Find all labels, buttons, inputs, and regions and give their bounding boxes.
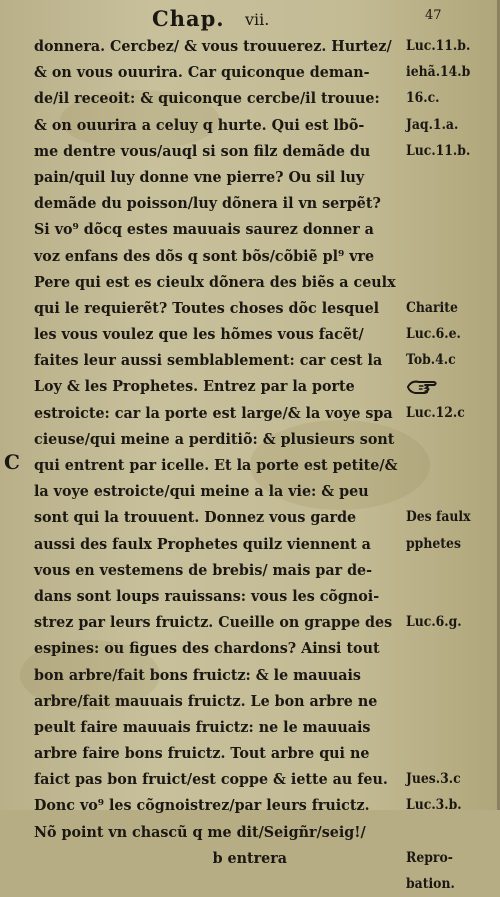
header-title: Chap.: [152, 6, 225, 31]
text-line: faites leur aussi semblablement: car cest la: [34, 351, 383, 370]
margin-note: [406, 216, 491, 242]
text-line: peult faire mauuais fruictz: ne le mauuais: [34, 717, 371, 736]
margin-note: 16.c.: [406, 90, 440, 107]
text-line: demãde du poisson/luy dõnera il vn serpẽt?: [34, 194, 381, 213]
margin-note: Luc.6.e.: [406, 326, 461, 343]
text-line: dans sont loups rauissans: vous les cõgnoi-: [34, 586, 380, 605]
margin-note: iehã.14.b: [406, 64, 471, 81]
margin-note: [406, 243, 491, 269]
text-line: pain/quil luy donne vne pierre? Ou sil luy: [34, 167, 365, 186]
margin-note: [406, 557, 491, 583]
margin-note: [406, 478, 491, 504]
text-line: voz enfans des dõs q sont bõs/cõbiẽ pl⁹ vre: [34, 246, 375, 265]
catchword-line: b entrera: [212, 848, 287, 867]
folio-number: 47: [425, 8, 442, 23]
margin-note: [406, 583, 491, 609]
text-line: Pere qui est es cieulx dõnera des biẽs a ceulx: [34, 272, 396, 291]
text-line: les vous voulez que les hõmes vous facẽt/: [34, 325, 364, 344]
margin-note: Jaq.1.a.: [406, 116, 459, 133]
margin-note: [406, 452, 491, 478]
text-line: vous en vestemens de brebis/ mais par de-: [34, 560, 373, 579]
text-line: faict pas bon fruict/est coppe & iette au feu.: [34, 770, 388, 789]
left-margin-mark: C: [4, 450, 20, 474]
margin-note: [406, 164, 491, 190]
margin-note: pphetes: [406, 535, 461, 552]
text-line: estroicte: car la porte est large/& la voye spa: [34, 403, 393, 422]
running-header: [0, 4, 500, 34]
margin-note: [406, 635, 491, 661]
margin-note: [406, 426, 491, 452]
text-line: arbre faire bons fruictz. Tout arbre qui ne: [34, 744, 370, 763]
text-line: de/il receoit: & quiconque cercbe/il trouue:: [34, 89, 380, 108]
text-line: & on vous ouurira. Car quiconque deman-: [34, 63, 370, 82]
margin-note: [406, 190, 491, 216]
margin-note: [406, 714, 491, 740]
text-line: cieuse/qui meine a perditiõ: & plusieurs sont: [34, 429, 395, 448]
margin-note: bation.: [406, 876, 455, 892]
header-chapter-number: vii.: [245, 10, 270, 29]
text-line: strez par leurs fruictz. Cueille on grappe des: [34, 613, 393, 632]
text-line: aussi des faulx Prophetes quilz viennent a: [34, 534, 371, 553]
text-line: arbre/fait mauuais fruictz. Le bon arbre ne: [34, 691, 378, 710]
text-line: qui le requierẽt? Toutes choses dõc lesquel: [34, 298, 380, 317]
text-line: Loy & les Prophetes. Entrez par la porte: [34, 377, 355, 396]
text-line: la voye estroicte/qui meine a la vie: & peu: [34, 482, 369, 501]
text-line: donnera. Cercbez/ & vous trouuerez. Hurtez/: [34, 37, 392, 55]
margin-note: Jues.3.c: [406, 771, 461, 788]
margin-note: Repro-: [406, 849, 453, 866]
text-line: Donc vo⁹ les cõgnoistrez/par leurs fruictz.: [34, 796, 370, 815]
margin-note: [406, 688, 491, 714]
text-line: qui entrent par icelle. Et la porte est petite/&: [34, 456, 398, 474]
margin-note: [406, 819, 491, 845]
margin-note: [406, 269, 491, 295]
margin-note: Luc.11.b.: [406, 142, 471, 159]
main-text-block: [34, 33, 406, 871]
margin-note: [406, 662, 491, 688]
margin-note: Luc.3.b.: [406, 797, 462, 814]
margin-note: Tob.4.c: [406, 352, 456, 369]
text-line: me dentre vous/auql si son filz demãde du: [34, 141, 371, 160]
text-line: Si vo⁹ dõcq estes mauuais saurez donner a: [34, 220, 374, 239]
text-line: espines: ou figues des chardons? Ainsi tout: [34, 639, 380, 658]
margin-note: Luc.11.b.: [406, 38, 471, 54]
text-line: & on ouurira a celuy q hurte. Qui est lbõ-: [34, 115, 365, 134]
margin-note: Luc.6.g.: [406, 614, 462, 631]
margin-note: Luc.12.c: [406, 404, 465, 421]
text-line: sont qui la trouuent. Donnez vous garde: [34, 508, 357, 527]
pointing-hand: [406, 373, 491, 399]
margin-note: Des faulx: [406, 509, 471, 526]
text-line: bon arbre/fait bons fruictz: & le mauuais: [34, 665, 361, 684]
margin-note: Charite: [406, 299, 458, 316]
text-line: Nõ point vn chascũ q me dit/Seigñr/seig!/: [34, 822, 366, 841]
margin-note: [406, 740, 491, 766]
margin-notes: [406, 33, 498, 897]
pointing-hand-icon: [406, 377, 443, 397]
